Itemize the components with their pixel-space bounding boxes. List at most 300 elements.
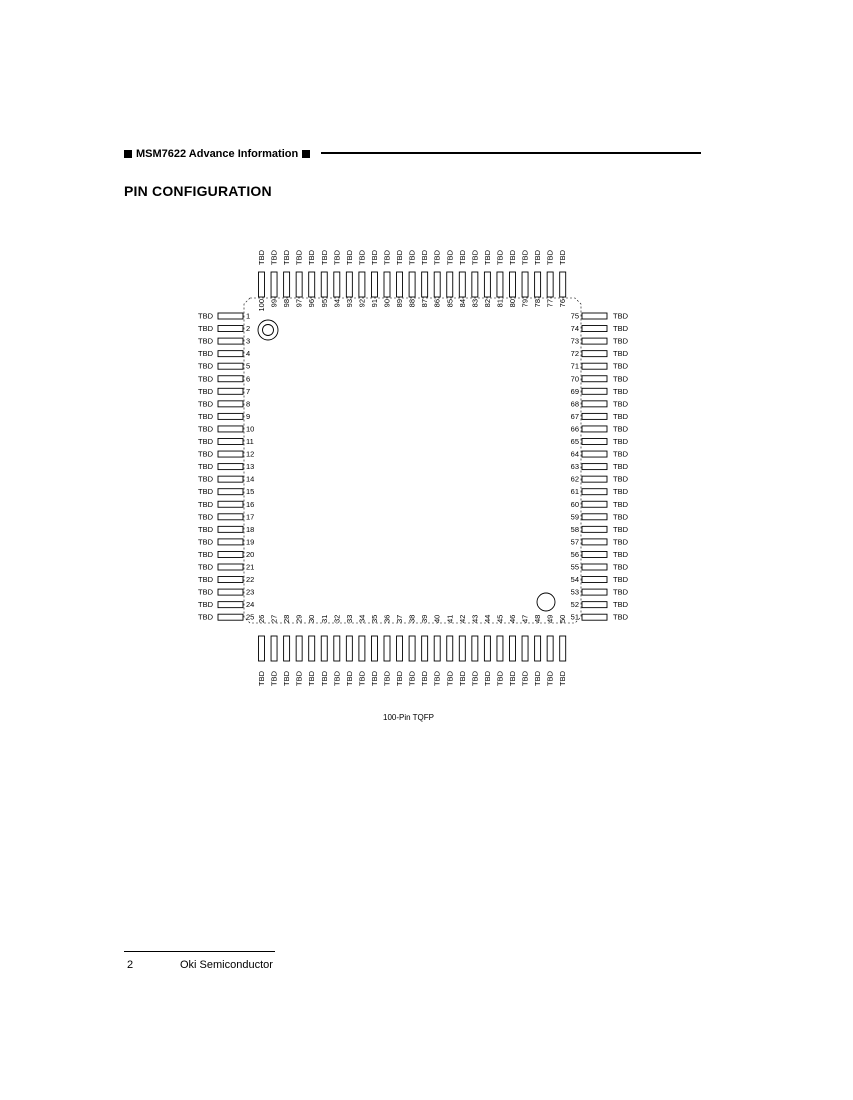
pin-number: 37 xyxy=(395,614,405,623)
pin-number: 45 xyxy=(495,614,505,623)
pin-signal-label: TBD xyxy=(307,250,317,265)
pin-number: 26 xyxy=(257,614,266,623)
pin-signal-label: TBD xyxy=(198,549,213,559)
pin-signal-label: TBD xyxy=(613,336,628,346)
pin-signal-label: TBD xyxy=(282,250,292,265)
pin-lead xyxy=(547,272,553,297)
pin-number: 7 xyxy=(246,386,251,396)
pin-lead xyxy=(309,636,315,661)
pin-signal-label: TBD xyxy=(613,311,628,321)
pin-signal-label: TBD xyxy=(319,671,329,686)
pin-lead xyxy=(284,636,290,661)
pin-lead xyxy=(259,636,265,661)
pin-lead xyxy=(582,426,607,432)
pin-lead xyxy=(560,272,566,297)
pin-number: 21 xyxy=(246,562,255,572)
pin-signal-label: TBD xyxy=(613,575,628,585)
pin-signal-label: TBD xyxy=(420,671,430,686)
pin-signal-label: TBD xyxy=(613,386,628,396)
pin-number: 60 xyxy=(570,499,579,509)
pin-lead xyxy=(346,272,352,297)
pin-number: 17 xyxy=(246,512,255,522)
pin-lead xyxy=(218,376,243,382)
pin-lead xyxy=(459,272,465,297)
pin-signal-label: TBD xyxy=(319,250,329,265)
pin-lead xyxy=(321,272,327,297)
pin-number: 79 xyxy=(520,299,530,308)
pin-signal-label: TBD xyxy=(198,487,213,497)
pin-number: 56 xyxy=(570,549,579,559)
pin-number: 83 xyxy=(470,299,480,308)
pin-lead xyxy=(422,636,428,661)
pin-number: 22 xyxy=(246,575,255,585)
pin-lead xyxy=(384,636,390,661)
pin-lead xyxy=(497,272,503,297)
pin-lead xyxy=(484,272,490,297)
pin-signal-label: TBD xyxy=(432,250,442,265)
pin-number: 62 xyxy=(570,474,579,484)
pin-number: 23 xyxy=(246,587,255,597)
pin-signal-label: TBD xyxy=(198,512,213,522)
pin-lead xyxy=(459,636,465,661)
pin-lead xyxy=(334,636,340,661)
pin-number: 9 xyxy=(246,411,251,421)
pin-signal-label: TBD xyxy=(457,671,467,686)
pin-signal-label: TBD xyxy=(613,537,628,547)
pin-lead xyxy=(582,376,607,382)
pin-signal-label: TBD xyxy=(470,250,480,265)
pin-signal-label: TBD xyxy=(613,374,628,384)
pin-signal-label: TBD xyxy=(533,671,543,686)
pin-signal-label: TBD xyxy=(198,449,213,459)
pin-lead xyxy=(218,526,243,532)
pin-lead xyxy=(409,272,415,297)
pin-number: 13 xyxy=(246,462,255,472)
pin-lead xyxy=(447,636,453,661)
pin-signal-label: TBD xyxy=(269,671,279,686)
pin-signal-label: TBD xyxy=(198,336,213,346)
pin-number: 14 xyxy=(246,474,255,484)
pin-signal-label: TBD xyxy=(257,250,266,265)
pin-number: 64 xyxy=(570,449,579,459)
pin-number: 69 xyxy=(570,386,579,396)
pin-signal-label: TBD xyxy=(332,671,342,686)
pin-lead xyxy=(582,326,607,332)
pin-lead xyxy=(582,564,607,570)
pin-number: 8 xyxy=(246,399,251,409)
pin-lead xyxy=(218,338,243,344)
pin-number: 74 xyxy=(570,324,579,334)
pin-lead xyxy=(510,636,516,661)
pin-signal-label: TBD xyxy=(613,411,628,421)
pin-signal-label: TBD xyxy=(269,250,279,265)
pin-signal-label: TBD xyxy=(613,612,628,622)
pin-number: 78 xyxy=(533,299,543,308)
pin-lead xyxy=(484,636,490,661)
pin-number: 57 xyxy=(570,537,579,547)
pin-number: 52 xyxy=(570,600,579,610)
pin-lead xyxy=(218,514,243,520)
pin-signal-label: TBD xyxy=(198,462,213,472)
pin-signal-label: TBD xyxy=(508,250,517,265)
pin-number: 54 xyxy=(570,575,579,585)
pin-lead xyxy=(582,526,607,532)
pin-number: 35 xyxy=(369,614,379,623)
pin-signal-label: TBD xyxy=(198,437,213,446)
pin-lead xyxy=(334,272,340,297)
pin-signal-label: TBD xyxy=(407,250,417,265)
pin-number: 25 xyxy=(246,612,255,622)
pin-number: 67 xyxy=(570,411,579,421)
pin-signal-label: TBD xyxy=(198,587,213,597)
pin-number: 41 xyxy=(445,614,455,623)
pin-number: 29 xyxy=(294,614,304,623)
pin-lead xyxy=(535,272,541,297)
pin-number: 34 xyxy=(357,614,367,623)
pin-signal-label: TBD xyxy=(344,250,354,265)
pin-number: 76 xyxy=(558,299,568,308)
pin-lead xyxy=(359,272,365,297)
pin-number: 16 xyxy=(246,499,255,509)
pin-lead xyxy=(218,388,243,394)
pin-signal-label: TBD xyxy=(482,250,492,265)
pin-lead xyxy=(582,439,607,445)
pin-number: 48 xyxy=(533,614,543,623)
pin-lead xyxy=(560,636,566,661)
pin-lead xyxy=(510,272,516,297)
pin-signal-label: TBD xyxy=(382,250,392,265)
footer-rule xyxy=(124,951,275,952)
pin-signal-label: TBD xyxy=(613,449,628,459)
pin-signal-label: TBD xyxy=(613,462,628,472)
pin-signal-label: TBD xyxy=(198,537,213,547)
pin-number: 11 xyxy=(246,437,254,446)
pin-number: 97 xyxy=(294,299,304,308)
pin-lead xyxy=(218,614,243,620)
pin-number: 96 xyxy=(307,299,317,308)
pin-signal-label: TBD xyxy=(257,671,266,686)
pin-number: 36 xyxy=(382,614,392,623)
pin-signal-label: TBD xyxy=(613,524,628,534)
pin-lead xyxy=(371,272,377,297)
pin-lead xyxy=(422,272,428,297)
pin-lead xyxy=(472,272,478,297)
pin-lead xyxy=(582,313,607,319)
pin-signal-label: TBD xyxy=(613,487,628,497)
pin-lead xyxy=(582,577,607,583)
pin-lead xyxy=(218,589,243,595)
pin-lead xyxy=(218,326,243,332)
pin-lead xyxy=(218,401,243,407)
pin-signal-label: TBD xyxy=(445,250,455,265)
pin-lead xyxy=(535,636,541,661)
pin-signal-label: TBD xyxy=(395,671,405,686)
pin-signal-label: TBD xyxy=(198,474,213,484)
pin-signal-label: TBD xyxy=(613,399,628,409)
pin-signal-label: TBD xyxy=(470,671,480,686)
pin-signal-label: TBD xyxy=(198,374,213,384)
pin-lead xyxy=(582,589,607,595)
pin-number: 90 xyxy=(382,299,392,308)
pin-signal-label: TBD xyxy=(445,671,455,686)
pin-lead xyxy=(384,272,390,297)
pin-signal-label: TBD xyxy=(198,575,213,585)
pin-signal-label: TBD xyxy=(495,671,505,686)
pin-number: 20 xyxy=(246,549,255,559)
pin-lead xyxy=(547,636,553,661)
pin-lead xyxy=(409,636,415,661)
pin-number: 33 xyxy=(344,614,354,623)
pin-signal-label: TBD xyxy=(198,311,213,321)
pin-number: 98 xyxy=(282,299,292,308)
pin-signal-label: TBD xyxy=(332,250,342,265)
pin-signal-label: TBD xyxy=(198,562,213,572)
pin-lead xyxy=(271,636,277,661)
pin-signal-label: TBD xyxy=(198,361,213,371)
pin-signal-label: TBD xyxy=(457,250,467,265)
pin-signal-label: TBD xyxy=(613,587,628,597)
pin-lead xyxy=(359,636,365,661)
pin-number: 51 xyxy=(570,612,579,622)
pin-lead xyxy=(218,413,243,419)
pin-lead xyxy=(218,501,243,507)
pin-number: 55 xyxy=(570,562,579,572)
pin-lead xyxy=(434,636,440,661)
pin-lead xyxy=(434,272,440,297)
pin-lead xyxy=(582,614,607,620)
pin-number: 65 xyxy=(570,437,579,446)
pin-lead xyxy=(218,577,243,583)
pin-signal-label: TBD xyxy=(198,499,213,509)
pin-lead xyxy=(522,636,528,661)
pin-signal-label: TBD xyxy=(198,524,213,534)
pin-signal-label: TBD xyxy=(533,250,543,265)
pin-lead xyxy=(582,464,607,470)
package-outline xyxy=(244,298,581,623)
section-title: PIN CONFIGURATION xyxy=(124,183,272,199)
pin-lead xyxy=(582,501,607,507)
pin-lead xyxy=(582,401,607,407)
pin-signal-label: TBD xyxy=(344,671,354,686)
pin-signal-label: TBD xyxy=(294,671,304,686)
pin-lead xyxy=(296,636,302,661)
pin-number: 18 xyxy=(246,524,255,534)
pin-number: 49 xyxy=(545,614,555,623)
pin-lead xyxy=(218,426,243,432)
pin-lead xyxy=(284,272,290,297)
pin-signal-label: TBD xyxy=(613,424,628,434)
header-title: MSM7622 Advance Information xyxy=(136,147,299,160)
pin-signal-label: TBD xyxy=(369,671,379,686)
pin-number: 93 xyxy=(344,299,354,308)
pin-lead xyxy=(296,272,302,297)
pin-signal-label: TBD xyxy=(520,671,530,686)
pin-signal-label: TBD xyxy=(558,671,568,686)
pin-lead xyxy=(218,451,243,457)
pin-number: 63 xyxy=(570,462,579,472)
pin-signal-label: TBD xyxy=(613,512,628,522)
pin-number: 99 xyxy=(269,299,279,308)
pin-number: 46 xyxy=(508,614,517,623)
pin-lead xyxy=(218,439,243,445)
pin-lead xyxy=(271,272,277,297)
pin-number: 31 xyxy=(319,614,329,623)
pin-number: 66 xyxy=(570,424,579,434)
pin-number: 27 xyxy=(269,614,279,623)
pin-number: 19 xyxy=(246,537,255,547)
pin-signal-label: TBD xyxy=(545,250,555,265)
pin-lead xyxy=(582,551,607,557)
pin-number: 39 xyxy=(420,614,430,623)
pin-number: 47 xyxy=(520,614,530,623)
pin-signal-label: TBD xyxy=(613,499,628,509)
pin-lead xyxy=(371,636,377,661)
pin-lead xyxy=(397,636,403,661)
pin-number: 44 xyxy=(482,614,492,623)
pin-lead xyxy=(218,551,243,557)
pin-number: 70 xyxy=(570,374,579,384)
pin-signal-label: TBD xyxy=(613,549,628,559)
package-caption: 100-Pin TQFP xyxy=(383,713,434,722)
page-number: 2 xyxy=(127,959,134,971)
pin-number: 53 xyxy=(570,587,579,597)
pin-signal-label: TBD xyxy=(613,349,628,359)
pin-number: 40 xyxy=(432,614,442,623)
pin-number: 72 xyxy=(570,349,579,359)
pin-lead xyxy=(582,602,607,608)
pin-number: 82 xyxy=(482,299,492,308)
pin-number: 10 xyxy=(246,424,255,434)
pin-number: 95 xyxy=(319,299,329,308)
pin-number: 89 xyxy=(395,299,405,308)
pin-number: 43 xyxy=(470,614,480,623)
pin-signal-label: TBD xyxy=(407,671,417,686)
pin-signal-label: TBD xyxy=(508,671,517,686)
pin-number: 85 xyxy=(445,299,455,308)
pin-signal-label: TBD xyxy=(613,361,628,371)
pin-number: 75 xyxy=(570,311,579,321)
pin-number: 71 xyxy=(570,361,579,371)
pin-number: 2 xyxy=(246,324,251,334)
pin-number: 15 xyxy=(246,487,255,497)
pin-lead xyxy=(218,602,243,608)
pin-number: 87 xyxy=(420,299,430,308)
pin-lead xyxy=(397,272,403,297)
pin-lead xyxy=(218,313,243,319)
pin-number: 100 xyxy=(257,299,266,312)
pin-signal-label: TBD xyxy=(198,386,213,396)
pin-number: 50 xyxy=(558,614,568,623)
pin-signal-label: TBD xyxy=(198,324,213,334)
pin-signal-label: TBD xyxy=(613,437,628,446)
pin-signal-label: TBD xyxy=(198,424,213,434)
pin-signal-label: TBD xyxy=(307,671,317,686)
pin-lead xyxy=(582,338,607,344)
pin-number: 12 xyxy=(246,449,255,459)
pin-signal-label: TBD xyxy=(198,600,213,610)
pin-signal-label: TBD xyxy=(482,671,492,686)
pin-signal-label: TBD xyxy=(495,250,505,265)
pin-lead xyxy=(582,489,607,495)
pin-number: 30 xyxy=(307,614,317,623)
pin-number: 32 xyxy=(332,614,342,623)
pin-number: 5 xyxy=(246,361,251,371)
pin-lead xyxy=(218,489,243,495)
pin-signal-label: TBD xyxy=(357,671,367,686)
ejector-mark xyxy=(537,593,555,611)
pin-lead xyxy=(218,564,243,570)
pin-lead xyxy=(309,272,315,297)
pin-number: 59 xyxy=(570,512,579,522)
pin-number: 92 xyxy=(357,299,367,308)
pin-signal-label: TBD xyxy=(395,250,405,265)
pin-number: 61 xyxy=(570,487,579,497)
pin-lead xyxy=(582,388,607,394)
pin-lead xyxy=(259,272,265,297)
pin-signal-label: TBD xyxy=(294,250,304,265)
pin-number: 42 xyxy=(457,614,467,623)
pin-number: 81 xyxy=(495,299,505,308)
pin-signal-label: TBD xyxy=(369,250,379,265)
pin-signal-label: TBD xyxy=(420,250,430,265)
pin-number: 77 xyxy=(545,299,555,308)
pin-signal-label: TBD xyxy=(613,600,628,610)
pin-lead xyxy=(218,363,243,369)
pin-number: 94 xyxy=(332,299,342,308)
pin-signal-label: TBD xyxy=(432,671,442,686)
pin-lead xyxy=(218,464,243,470)
pin-lead xyxy=(497,636,503,661)
pin-number: 38 xyxy=(407,614,417,623)
pin-lead xyxy=(582,351,607,357)
pin-lead xyxy=(582,476,607,482)
pin-signal-label: TBD xyxy=(198,411,213,421)
pin-signal-label: TBD xyxy=(520,250,530,265)
pin-number: 91 xyxy=(369,299,379,308)
pin-lead xyxy=(218,476,243,482)
pin-signal-label: TBD xyxy=(357,250,367,265)
pin-lead xyxy=(522,272,528,297)
pin-number: 3 xyxy=(246,336,251,346)
pin-signal-label: TBD xyxy=(198,612,213,622)
pin-lead xyxy=(218,539,243,545)
pin1-marker-inner xyxy=(263,325,274,336)
pin-lead xyxy=(321,636,327,661)
pin-number: 6 xyxy=(246,374,251,384)
pin-lead xyxy=(447,272,453,297)
pin-lead xyxy=(218,351,243,357)
pin-signal-label: TBD xyxy=(613,562,628,572)
pin-lead xyxy=(582,363,607,369)
pin-signal-label: TBD xyxy=(613,324,628,334)
pin-lead xyxy=(472,636,478,661)
pin-number: 88 xyxy=(407,299,417,308)
pin-lead xyxy=(582,514,607,520)
pin-number: 86 xyxy=(432,299,442,308)
pin-number: 80 xyxy=(508,299,517,308)
pin-lead xyxy=(582,539,607,545)
pin-lead xyxy=(582,451,607,457)
pin-signal-label: TBD xyxy=(613,474,628,484)
pin-signal-label: TBD xyxy=(198,399,213,409)
pin-number: 68 xyxy=(570,399,579,409)
pin-signal-label: TBD xyxy=(282,671,292,686)
pin-number: 73 xyxy=(570,336,579,346)
pin-signal-label: TBD xyxy=(198,349,213,359)
pin-number: 24 xyxy=(246,600,255,610)
pin-number: 84 xyxy=(457,299,467,308)
pin-signal-label: TBD xyxy=(382,671,392,686)
